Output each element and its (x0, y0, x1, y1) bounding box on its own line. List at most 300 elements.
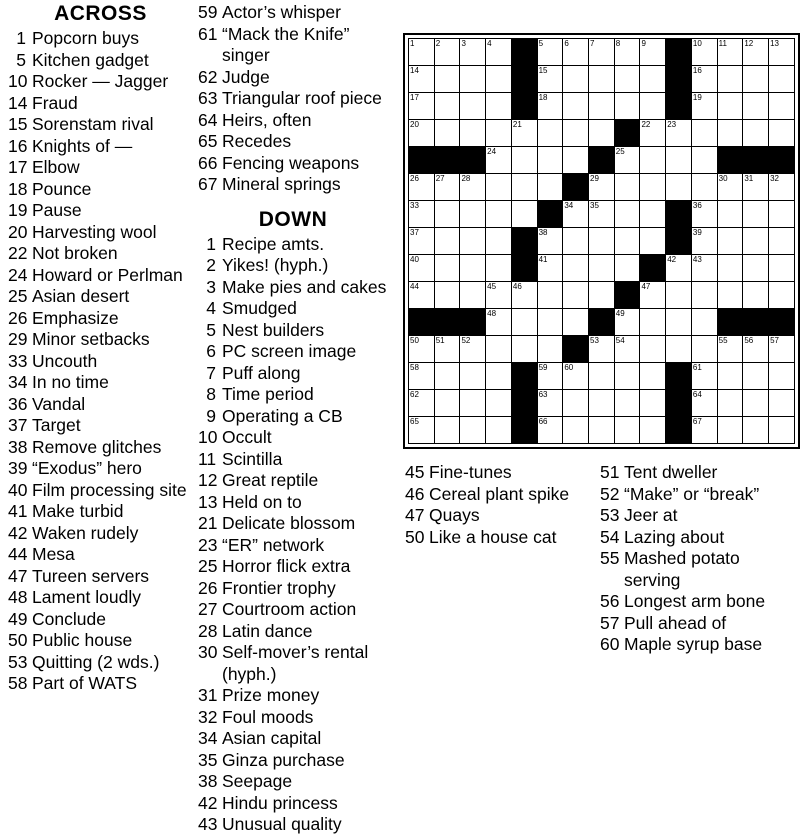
clue-number: 47 (8, 565, 28, 586)
grid-cell[interactable] (460, 120, 486, 147)
grid-cell[interactable] (640, 201, 666, 228)
grid-cell[interactable] (460, 336, 486, 363)
grid-cell[interactable] (409, 201, 435, 228)
grid-cell[interactable] (460, 201, 486, 228)
grid-cell[interactable] (691, 147, 717, 174)
grid-cell[interactable] (563, 228, 589, 255)
clue-across-33 (8, 351, 193, 373)
grid-cell[interactable] (769, 93, 795, 120)
grid-cell[interactable] (666, 309, 692, 336)
grid-cell[interactable] (409, 66, 435, 93)
grid-cell-block (511, 93, 537, 120)
grid-cell[interactable] (486, 336, 512, 363)
grid-row (409, 39, 795, 66)
grid-cell[interactable] (717, 363, 743, 390)
grid-cell[interactable] (589, 66, 615, 93)
grid-cell[interactable] (434, 174, 460, 201)
grid-cell[interactable] (640, 228, 666, 255)
grid-cell[interactable] (486, 363, 512, 390)
grid-cell[interactable] (743, 39, 769, 66)
grid-cell[interactable] (769, 363, 795, 390)
clue-number: 40 (8, 479, 28, 500)
clue-text: Nest builders (222, 319, 325, 340)
grid-cell[interactable] (691, 336, 717, 363)
grid-cell[interactable] (537, 93, 563, 120)
clue-text: Mineral springs (222, 174, 341, 194)
grid-cell[interactable] (486, 120, 512, 147)
down-column-3 (600, 462, 795, 656)
grid-cell[interactable] (614, 309, 640, 336)
grid-cell[interactable] (434, 282, 460, 309)
grid-row (409, 336, 795, 363)
grid-cell[interactable] (614, 93, 640, 120)
grid-cell[interactable] (589, 255, 615, 282)
clue-across-18 (8, 179, 193, 201)
grid-cell[interactable] (409, 120, 435, 147)
grid-cell[interactable] (743, 120, 769, 147)
grid-cell[interactable] (563, 255, 589, 282)
grid-cell[interactable] (460, 282, 486, 309)
grid-cell[interactable] (537, 174, 563, 201)
grid-cell-number: 19 (692, 93, 702, 102)
grid-cell[interactable] (511, 282, 537, 309)
grid-cell[interactable] (717, 390, 743, 417)
clue-across-58 (8, 673, 193, 695)
clue-across-47 (8, 566, 193, 588)
clue-number: 65 (198, 131, 218, 151)
grid-cell[interactable] (769, 282, 795, 309)
grid-row (409, 174, 795, 201)
grid-cell-number: 25 (615, 147, 625, 156)
grid-cell[interactable] (409, 228, 435, 255)
grid-cell[interactable] (743, 174, 769, 201)
grid-cell[interactable] (589, 39, 615, 66)
grid-cell-block (511, 390, 537, 417)
grid-cell[interactable] (769, 417, 795, 444)
grid-cell[interactable] (769, 228, 795, 255)
grid-cell[interactable] (640, 120, 666, 147)
clue-number: 45 (405, 462, 425, 482)
grid-cell-number: 10 (692, 39, 702, 48)
clue-across-19 (8, 200, 193, 222)
grid-cell[interactable] (434, 120, 460, 147)
grid-cell-number: 51 (435, 336, 445, 345)
grid-cell[interactable] (511, 201, 537, 228)
clue-number: 38 (8, 436, 28, 457)
grid-cell[interactable] (589, 120, 615, 147)
grid-cell[interactable] (614, 363, 640, 390)
clue-down-23 (198, 535, 388, 557)
grid-cell[interactable] (460, 228, 486, 255)
grid-cell[interactable] (589, 282, 615, 309)
grid-cell[interactable] (409, 363, 435, 390)
clue-down-51 (600, 462, 795, 484)
grid-cell[interactable] (537, 120, 563, 147)
grid-cell[interactable] (460, 93, 486, 120)
clue-down-28 (198, 621, 388, 643)
grid-cell[interactable] (640, 336, 666, 363)
clue-text: Harvesting wool (32, 221, 157, 242)
clue-number: 22 (8, 243, 28, 263)
grid-cell[interactable] (640, 174, 666, 201)
grid-cell[interactable] (743, 93, 769, 120)
clue-across-50 (8, 630, 193, 652)
crossword-grid[interactable] (403, 33, 800, 449)
clue-number: 28 (198, 620, 218, 641)
clue-across-62 (198, 67, 388, 89)
grid-cell[interactable] (563, 66, 589, 93)
grid-cell[interactable] (614, 147, 640, 174)
grid-cell[interactable] (563, 309, 589, 336)
grid-row (409, 147, 795, 174)
grid-cell[interactable] (691, 390, 717, 417)
grid-cell-block (769, 309, 795, 336)
grid-cell[interactable] (743, 417, 769, 444)
clue-text: Operating a CB (222, 405, 343, 426)
clue-down-9 (198, 406, 388, 428)
grid-cell[interactable] (769, 174, 795, 201)
grid-cell[interactable] (486, 201, 512, 228)
grid-cell[interactable] (434, 390, 460, 417)
grid-cell[interactable] (434, 336, 460, 363)
grid-cell-number: 8 (615, 39, 621, 48)
grid-cell-block (511, 228, 537, 255)
grid-cell[interactable] (769, 201, 795, 228)
grid-cell[interactable] (460, 390, 486, 417)
grid-cell[interactable] (717, 201, 743, 228)
grid-cell[interactable] (769, 390, 795, 417)
grid-cell[interactable] (640, 39, 666, 66)
grid-cell[interactable] (640, 417, 666, 444)
grid-cell-number: 9 (641, 39, 646, 48)
grid-cell[interactable] (666, 120, 692, 147)
grid-cell[interactable] (511, 336, 537, 363)
grid-cell[interactable] (666, 174, 692, 201)
clue-text: Fine-tunes (429, 462, 512, 482)
grid-cell[interactable] (589, 336, 615, 363)
clue-across-36 (8, 394, 193, 416)
grid-cell[interactable] (589, 363, 615, 390)
grid-cell[interactable] (769, 255, 795, 282)
grid-cell[interactable] (460, 174, 486, 201)
grid-cell[interactable] (743, 228, 769, 255)
grid-cell[interactable] (589, 390, 615, 417)
clue-down-6 (198, 341, 388, 363)
grid-cell[interactable] (640, 309, 666, 336)
grid-cell[interactable] (691, 282, 717, 309)
grid-cell[interactable] (614, 201, 640, 228)
clue-number: 50 (405, 526, 425, 547)
grid-cell[interactable] (743, 336, 769, 363)
grid-cell[interactable] (640, 363, 666, 390)
grid-cell-number: 59 (538, 363, 548, 372)
grid-cell[interactable] (511, 120, 537, 147)
grid-cell[interactable] (691, 66, 717, 93)
grid-cell[interactable] (717, 120, 743, 147)
grid-cell-block (409, 147, 435, 174)
grid-cell[interactable] (614, 417, 640, 444)
grid-cell[interactable] (717, 336, 743, 363)
grid-cell-number: 64 (692, 390, 702, 399)
clue-across-1 (8, 28, 193, 50)
clue-number: 67 (198, 174, 218, 194)
grid-cell[interactable] (486, 390, 512, 417)
grid-cell[interactable] (434, 417, 460, 444)
grid-cell[interactable] (460, 255, 486, 282)
grid-cell[interactable] (537, 66, 563, 93)
grid-cell-number: 24 (487, 147, 497, 156)
grid-cell[interactable] (409, 282, 435, 309)
grid-cell[interactable] (409, 390, 435, 417)
grid-cell[interactable] (409, 255, 435, 282)
grid-cell[interactable] (486, 147, 512, 174)
grid-cell[interactable] (537, 363, 563, 390)
clue-text: Emphasize (32, 307, 119, 328)
grid-cell-number: 30 (718, 174, 728, 183)
across-clue-list-2 (198, 2, 388, 196)
grid-cell-block (511, 39, 537, 66)
clue-text: Cereal plant spike (429, 483, 570, 504)
grid-cell[interactable] (563, 201, 589, 228)
grid-cell[interactable] (691, 309, 717, 336)
clue-text: Pause (32, 200, 82, 220)
clue-text: Waken rudely (32, 522, 139, 543)
grid-cell[interactable] (434, 66, 460, 93)
grid-cell-number: 14 (410, 66, 419, 75)
grid-cell[interactable] (563, 120, 589, 147)
grid-cell[interactable] (563, 417, 589, 444)
grid-cell-block (511, 417, 537, 444)
clue-down-8 (198, 384, 388, 406)
clue-down-21 (198, 513, 388, 535)
clue-number: 47 (405, 505, 425, 525)
grid-cell[interactable] (666, 255, 692, 282)
grid-cell[interactable] (537, 417, 563, 444)
clue-text: Asian desert (32, 286, 130, 306)
grid-cell-number: 7 (590, 39, 595, 48)
grid-cell[interactable] (537, 255, 563, 282)
clue-number: 26 (198, 577, 218, 598)
grid-cell[interactable] (769, 336, 795, 363)
grid-cell[interactable] (511, 147, 537, 174)
grid-cell[interactable] (460, 417, 486, 444)
grid-cell[interactable] (537, 390, 563, 417)
grid-cell[interactable] (537, 282, 563, 309)
grid-cell[interactable] (537, 147, 563, 174)
grid-cell[interactable] (434, 228, 460, 255)
grid-cell[interactable] (614, 66, 640, 93)
grid-cell[interactable] (691, 39, 717, 66)
grid-cell[interactable] (691, 174, 717, 201)
clue-text: Public house (32, 630, 133, 650)
grid-cell[interactable] (589, 174, 615, 201)
grid-cell[interactable] (563, 390, 589, 417)
grid-cell[interactable] (511, 174, 537, 201)
grid-cell-block (743, 309, 769, 336)
grid-cell[interactable] (691, 120, 717, 147)
grid-cell[interactable] (434, 39, 460, 66)
grid-cell[interactable] (486, 93, 512, 120)
grid-cell[interactable] (486, 255, 512, 282)
grid-cell[interactable] (691, 255, 717, 282)
grid-cell[interactable] (717, 66, 743, 93)
clue-down-26 (198, 578, 388, 600)
grid-cell[interactable] (434, 255, 460, 282)
grid-cell[interactable] (717, 417, 743, 444)
grid-cell[interactable] (640, 390, 666, 417)
grid-cell[interactable] (717, 282, 743, 309)
clue-number: 60 (600, 634, 620, 654)
clue-number: 32 (198, 706, 218, 727)
grid-cell[interactable] (743, 255, 769, 282)
grid-cell[interactable] (409, 174, 435, 201)
grid-cell[interactable] (563, 93, 589, 120)
grid-cell[interactable] (486, 282, 512, 309)
clue-text: Horror flick extra (222, 556, 351, 576)
grid-cell[interactable] (486, 228, 512, 255)
clue-number: 19 (8, 200, 28, 220)
clue-across-66 (198, 153, 388, 175)
grid-cell[interactable] (563, 39, 589, 66)
clue-number: 29 (8, 329, 28, 349)
clue-number: 49 (8, 608, 28, 629)
grid-cell[interactable] (589, 417, 615, 444)
grid-cell[interactable] (589, 201, 615, 228)
grid-cell-block (666, 417, 692, 444)
grid-cell-block (717, 147, 743, 174)
grid-cell[interactable] (563, 363, 589, 390)
grid-cell[interactable] (409, 417, 435, 444)
grid-cell-number: 1 (410, 39, 415, 48)
grid-cell[interactable] (717, 93, 743, 120)
grid-cell[interactable] (589, 228, 615, 255)
clue-number: 41 (8, 501, 28, 521)
grid-cell[interactable] (486, 39, 512, 66)
grid-cell[interactable] (769, 120, 795, 147)
clue-number: 8 (206, 384, 216, 404)
grid-cell[interactable] (666, 282, 692, 309)
grid-cell[interactable] (434, 93, 460, 120)
grid-cell[interactable] (717, 255, 743, 282)
grid-cell-number: 61 (692, 363, 702, 372)
grid-cell[interactable] (563, 282, 589, 309)
clue-across-22 (8, 243, 193, 265)
grid-cell[interactable] (666, 147, 692, 174)
grid-cell[interactable] (691, 228, 717, 255)
grid-cell[interactable] (743, 282, 769, 309)
grid-cell[interactable] (537, 228, 563, 255)
grid-cell[interactable] (691, 93, 717, 120)
grid-cell[interactable] (640, 93, 666, 120)
clue-number: 53 (8, 651, 28, 672)
grid-cell[interactable] (743, 390, 769, 417)
grid-cell[interactable] (409, 39, 435, 66)
clue-text: Scintilla (222, 448, 283, 469)
grid-cell[interactable] (537, 336, 563, 363)
grid-cell-number: 48 (487, 309, 497, 318)
clue-number: 10 (198, 427, 218, 447)
clue-number: 42 (8, 522, 28, 543)
grid-cell[interactable] (486, 309, 512, 336)
clue-text: Tureen servers (32, 565, 150, 586)
grid-cell[interactable] (589, 93, 615, 120)
clue-down-25 (198, 556, 388, 578)
grid-cell-number: 54 (615, 336, 625, 345)
clue-text: Mashed potato serving (624, 548, 740, 590)
clue-across-29 (8, 329, 193, 351)
clue-text: Yikes! (hyph.) (222, 255, 329, 275)
clue-across-5 (8, 50, 193, 72)
grid-cell[interactable] (717, 174, 743, 201)
grid-cell[interactable] (666, 336, 692, 363)
grid-cell-number: 12 (744, 39, 754, 48)
grid-cell-number: 53 (590, 336, 599, 345)
clue-text: Conclude (32, 608, 106, 629)
grid-cell[interactable] (614, 336, 640, 363)
grid-cell[interactable] (486, 174, 512, 201)
grid-cell-number: 55 (718, 336, 728, 345)
grid-cell[interactable] (691, 417, 717, 444)
grid-cell[interactable] (640, 282, 666, 309)
grid-row (409, 417, 795, 444)
grid-cell[interactable] (460, 66, 486, 93)
grid-cell[interactable] (614, 174, 640, 201)
grid-cell[interactable] (409, 336, 435, 363)
clue-number: 54 (600, 526, 620, 547)
grid-cell[interactable] (691, 201, 717, 228)
grid-cell[interactable] (409, 93, 435, 120)
grid-cell[interactable] (563, 147, 589, 174)
grid-cell[interactable] (640, 147, 666, 174)
grid-cell[interactable] (743, 363, 769, 390)
clue-text: Fencing weapons (222, 152, 360, 173)
grid-cell[interactable] (743, 201, 769, 228)
grid-cell[interactable] (537, 309, 563, 336)
grid-cell-block (511, 255, 537, 282)
grid-cell[interactable] (769, 39, 795, 66)
grid-cell[interactable] (691, 363, 717, 390)
grid-cell[interactable] (486, 417, 512, 444)
grid-cell[interactable] (434, 363, 460, 390)
clue-number: 53 (600, 505, 620, 525)
across-column-2 (198, 2, 388, 836)
grid-cell[interactable] (537, 39, 563, 66)
grid-cell[interactable] (717, 228, 743, 255)
grid-cell[interactable] (614, 39, 640, 66)
grid-cell[interactable] (743, 66, 769, 93)
clue-text: Latin dance (222, 620, 313, 641)
down-clue-list-3 (600, 462, 795, 656)
grid-cell[interactable] (460, 39, 486, 66)
clue-text: Puff along (222, 362, 301, 383)
grid-cell-number: 33 (410, 201, 419, 210)
grid-cell[interactable] (640, 66, 666, 93)
clue-number: 43 (198, 814, 218, 834)
grid-cell[interactable] (717, 39, 743, 66)
clue-number: 57 (600, 612, 620, 633)
grid-cell[interactable] (486, 66, 512, 93)
grid-cell[interactable] (769, 66, 795, 93)
grid-cell[interactable] (434, 201, 460, 228)
grid-cell[interactable] (614, 390, 640, 417)
grid-cell[interactable] (511, 309, 537, 336)
grid-cell[interactable] (614, 255, 640, 282)
clue-down-11 (198, 449, 388, 471)
across-heading: ACROSS (54, 2, 147, 25)
grid-cell[interactable] (460, 363, 486, 390)
grid-cell[interactable] (614, 228, 640, 255)
clue-down-47 (405, 505, 595, 527)
